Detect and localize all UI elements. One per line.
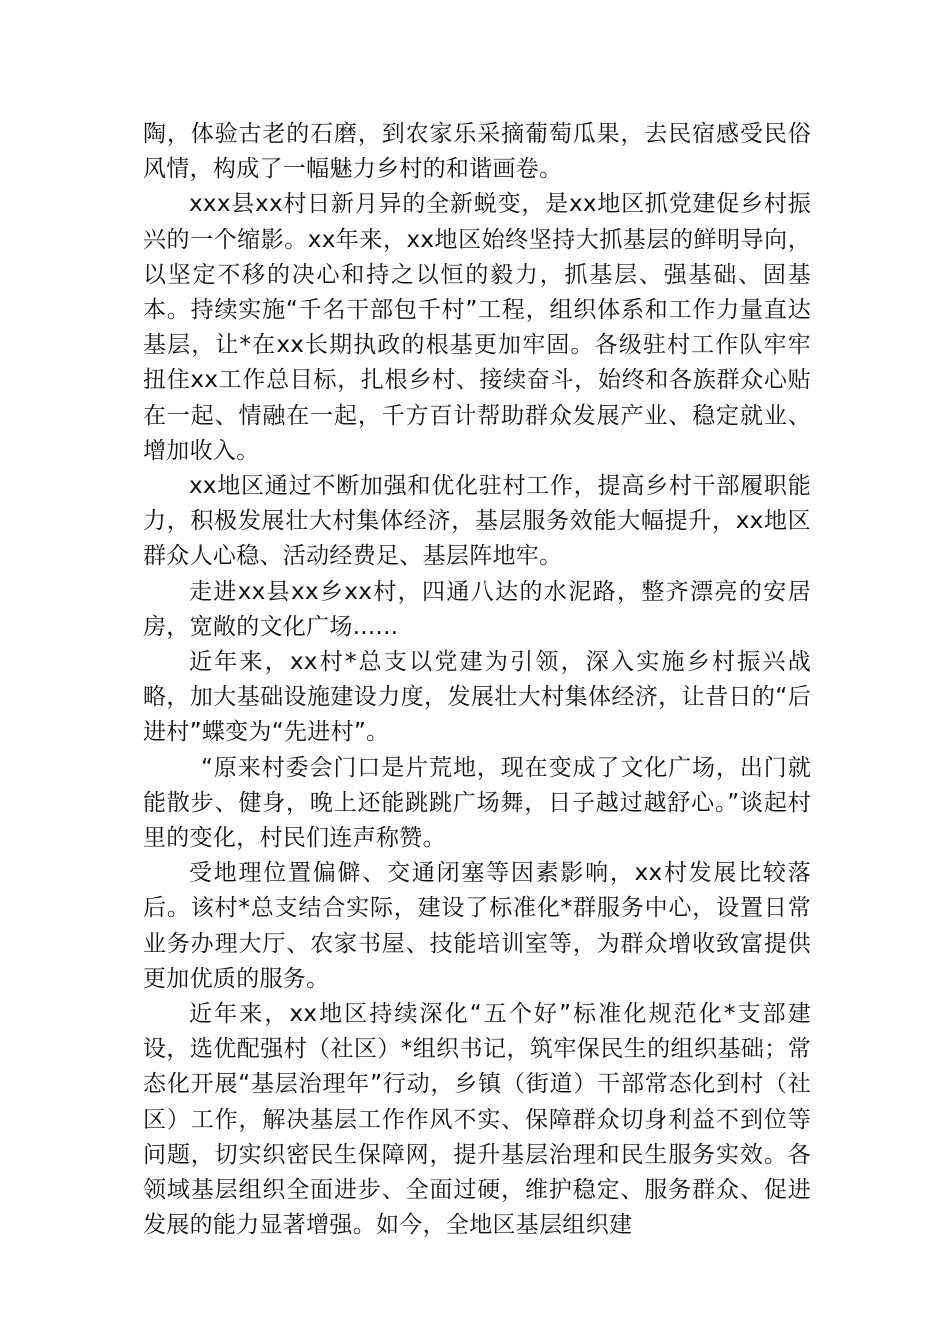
document-body [143,117,811,1244]
paragraph: 走进xx县xx乡xx村，四通八达的水泥路，整齐漂亮的安居房，宽敞的文化广场...... [143,578,811,640]
paragraph: 受地理位置偏僻、交通闭塞等因素影响，xx村发展比较落后。该村*总支结合实际，建设了标准化*群服务中心，设置日常业务办理大厅、农家书屋、技能培训室等，为群众增收致富提供更加优质的服务。 [143,860,811,992]
paragraph: 近年来，xx村*总支以党建为引领，深入实施乡村振兴战略，加大基础设施建设力度，发展壮大村集体经济，让昔日的“后进村”蝶变为“先进村”。 [143,649,811,746]
paragraph: 近年来，xx地区持续深化“五个好”标准化规范化*支部建设，选优配强村（社区）*组织书记，筑牢保民生的组织基础；常态化开展“基层治理年”行动，乡镇（街道）干部常态化到村（社区）工作，解决基层工作作风不实、保障群众切身利益不到位等问题，切实织密民生保障网，提升基层治理和民生服务实效。各领域基层组织全面进步、全面过硬，维护稳定、服务群众、促进发展的能力显著增强。如今，全地区基层组织建 [143,1001,811,1239]
paragraph: xxx县xx村日新月异的全新蜕变，是xx地区抓党建促乡村振兴的一个缩影。xx年来，xx地区始终坚持大抓基层的鲜明导向，以坚定不移的决心和持之以恒的毅力，抓基层、强基础、固基本。持续实施“千名干部包千村”工程，组织体系和工作力量直达基层，让*在xx长期执政的根基更加牢固。各级驻村工作队牢牢扭住xx工作总目标，扎根乡村、接续奋斗，始终和各族群众心贴在一起、情融在一起，千方百计帮助群众发展产业、稳定就业、增加收入。 [143,191,811,464]
paragraph-quote: “原来村委会门口是片荒地，现在变成了文化广场，出门就能散步、健身，晚上还能跳跳广场舞，日子越过越舒心。”谈起村里的变化，村民们连声称赞。 [143,754,811,852]
paragraph-continuation: 陶，体验古老的石磨，到农家乐采摘葡萄瓜果，去民宿感受民俗风情，构成了一幅魅力乡村的和谐画卷。 [143,121,811,183]
paragraph: xx地区通过不断加强和优化驻村工作，提高乡村干部履职能力，积极发展壮大村集体经济，基层服务效能大幅提升，xx地区群众人心稳、活动经费足、基层阵地牢。 [143,473,811,570]
